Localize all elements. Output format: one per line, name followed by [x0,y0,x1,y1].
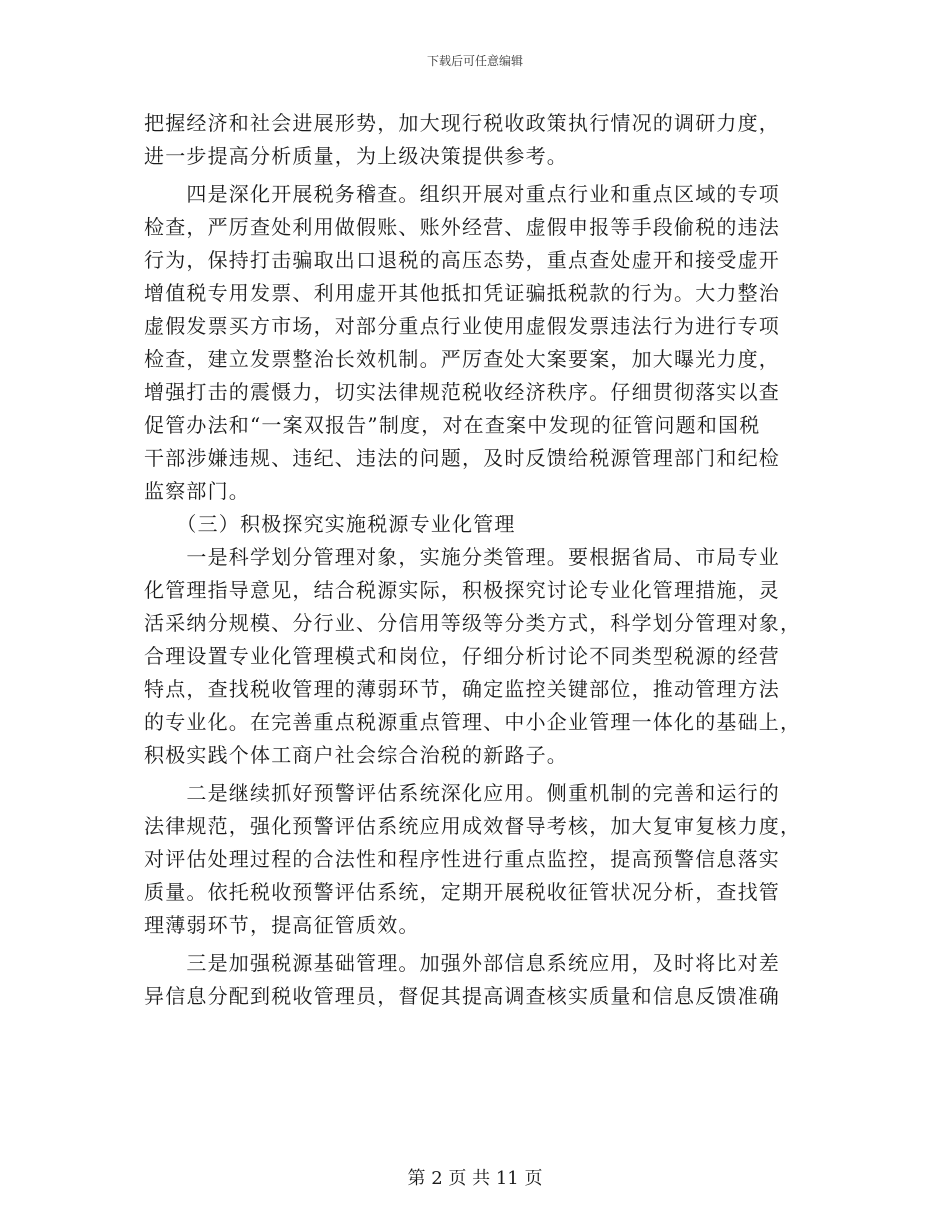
text-line: 的专业化。在完善重点税源重点管理、中小企业管理一体化的基础上， [144,710,802,734]
text-line: 质量。依托税收预警评估系统，定期开展税收征管状况分析，查找管 [144,880,780,904]
text-line: 活采纳分规模、分行业、分信用等级等分类方式，科学划分管理对象， [144,611,802,635]
text-line: 三是加强税源基础管理。加强外部信息系统应用，及时将比对差 [144,951,780,975]
text-line: 检查，严厉查处利用做假账、账外经营、虚假申报等手段偷税的违法 [144,215,780,239]
text-line: 促管办法和“一案双报告”制度，对在查案中发现的征管问题和国税 [144,413,761,437]
text-line: 行为，保持打击骗取出口退税的高压态势，重点查处虚开和接受虚开 [144,248,780,272]
text-line: 化管理指导意见，结合税源实际，积极探究讨论专业化管理措施，灵 [144,578,780,602]
text-line: 对评估处理过程的合法性和程序性进行重点监控，提高预警信息落实 [144,847,780,871]
section-heading: （三）积极探究实施税源专业化管理 [144,512,516,536]
text-line: 监察部门。 [144,479,250,503]
page-header: 下载后可任意编辑 [426,54,523,68]
text-line: 增强打击的震慑力，切实法律规范税收经济秩序。仔细贯彻落实以查 [144,380,780,404]
text-line: 一是科学划分管理对象，实施分类管理。要根据省局、市局专业 [144,545,780,569]
document-body [144,107,814,1013]
text-line: 特点，查找税收管理的薄弱环节，确定监控关键部位，推动管理方法 [144,677,780,701]
text-line: 合理设置专业化管理模式和岗位，仔细分析讨论不同类型税源的经营 [144,644,780,668]
text-line: 把握经济和社会进展形势，加大现行税收政策执行情况的调研力度， [144,111,780,135]
text-line: 理薄弱环节，提高征管质效。 [144,913,420,937]
text-line: 检查，建立发票整治长效机制。严厉查处大案要案，加大曝光力度， [144,347,780,371]
text-line: 法律规范，强化预警评估系统应用成效督导考核，加大复审复核力度， [144,814,802,838]
page-number: 第 2 页 共 11 页 [407,1168,543,1189]
text-line: 四是深化开展税务稽查。组织开展对重点行业和重点区域的专项 [144,182,780,206]
text-line: 积极实践个体工商户社会综合治税的新路子。 [144,743,568,767]
text-line: 虚假发票买方市场，对部分重点行业使用虚假发票违法行为进行专项 [144,314,780,338]
text-line: 进一步提高分析质量，为上级决策提供参考。 [144,144,568,168]
text-line: 异信息分配到税收管理员，督促其提高调查核实质量和信息反馈准确 [144,984,780,1008]
text-line: 干部涉嫌违规、违纪、违法的问题，及时反馈给税源管理部门和纪检 [144,446,780,470]
text-line: 二是继续抓好预警评估系统深化应用。侧重机制的完善和运行的 [144,781,780,805]
text-line: 增值税专用发票、利用虚开其他抵扣凭证骗抵税款的行为。大力整治 [144,281,780,305]
